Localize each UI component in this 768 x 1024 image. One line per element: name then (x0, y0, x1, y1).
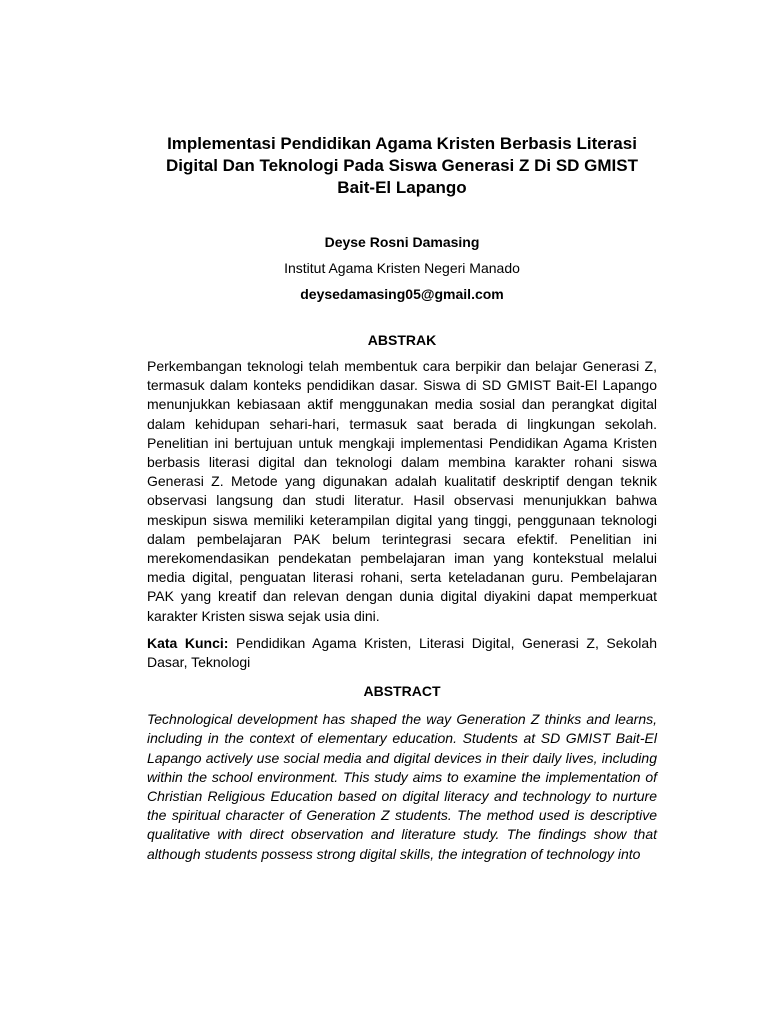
paper-page (147, 133, 657, 864)
abstrak-heading: ABSTRAK (367, 332, 437, 348)
keywords-line (147, 634, 657, 672)
keywords-text: Pendidikan Agama Kristen, Literasi Digital, Generasi Z, Sekolah Dasar, Teknologi (147, 634, 657, 671)
abstract-text: Technological development has shaped the way Generation Z thinks and learns, including in the context of elementary education. Students at SD GMIST Bait-El Lapango actively use social media and digital devices in their daily lives, including within the school environment. This study aims to examine the implementation of Christian Religious Education based on digital literacy and technology to nurture the spiritual character of Generation Z students. The method used is descriptive qualitative with direct observation and literature study. The findings show that although students possess strong digital skills, the integration of technology into (147, 711, 657, 862)
paper-title: Implementasi Pendidikan Agama Kristen Berbasis Literasi Digital Dan Teknologi Pada Siswa Generasi Z Di SD GMIST Bait-El Lapango (165, 134, 638, 197)
abstract-heading: ABSTRACT (363, 683, 441, 700)
author-affiliation: Institut Agama Kristen Negeri Manado (284, 260, 520, 276)
author-email: deysedamasing05@gmail.com (300, 286, 504, 302)
keywords-label: Kata Kunci: (147, 634, 229, 651)
author-name: Deyse Rosni Damasing (324, 234, 480, 250)
abstrak-text: Perkembangan teknologi telah membentuk cara berpikir dan belajar Generasi Z, termasuk dalam konteks pendidikan dasar. Siswa di SD GMIST Bait-El Lapango menunjukkan kebiasaan aktif menggunakan media sosial dan perangkat digital dalam kehidupan sehari-hari, termasuk saat berada di lingkungan sekolah. Penelitian ini bertujuan untuk mengkaji implementasi Pendidikan Agama Kristen berbasis literasi digital dan teknologi dalam membina karakter rohani siswa Generasi Z. Metode yang digunakan adalah kualitatif deskriptif dengan teknik observasi langsung dan studi literatur. Hasil observasi menunjukkan bahwa meskipun siswa memiliki keterampilan digital yang tinggi, penggunaan teknologi dalam pembelajaran PAK belum terintegrasi secara efektif. Penelitian ini merekomendasikan pendekatan pembelajaran iman yang kontekstual melalui media digital, penguatan literasi rohani, serta keteladanan guru. Pembelajaran PAK yang kreatif dan relevan dengan dunia digital diyakini dapat memperkuat karakter Kristen siswa sejak usia dini. (147, 358, 657, 624)
